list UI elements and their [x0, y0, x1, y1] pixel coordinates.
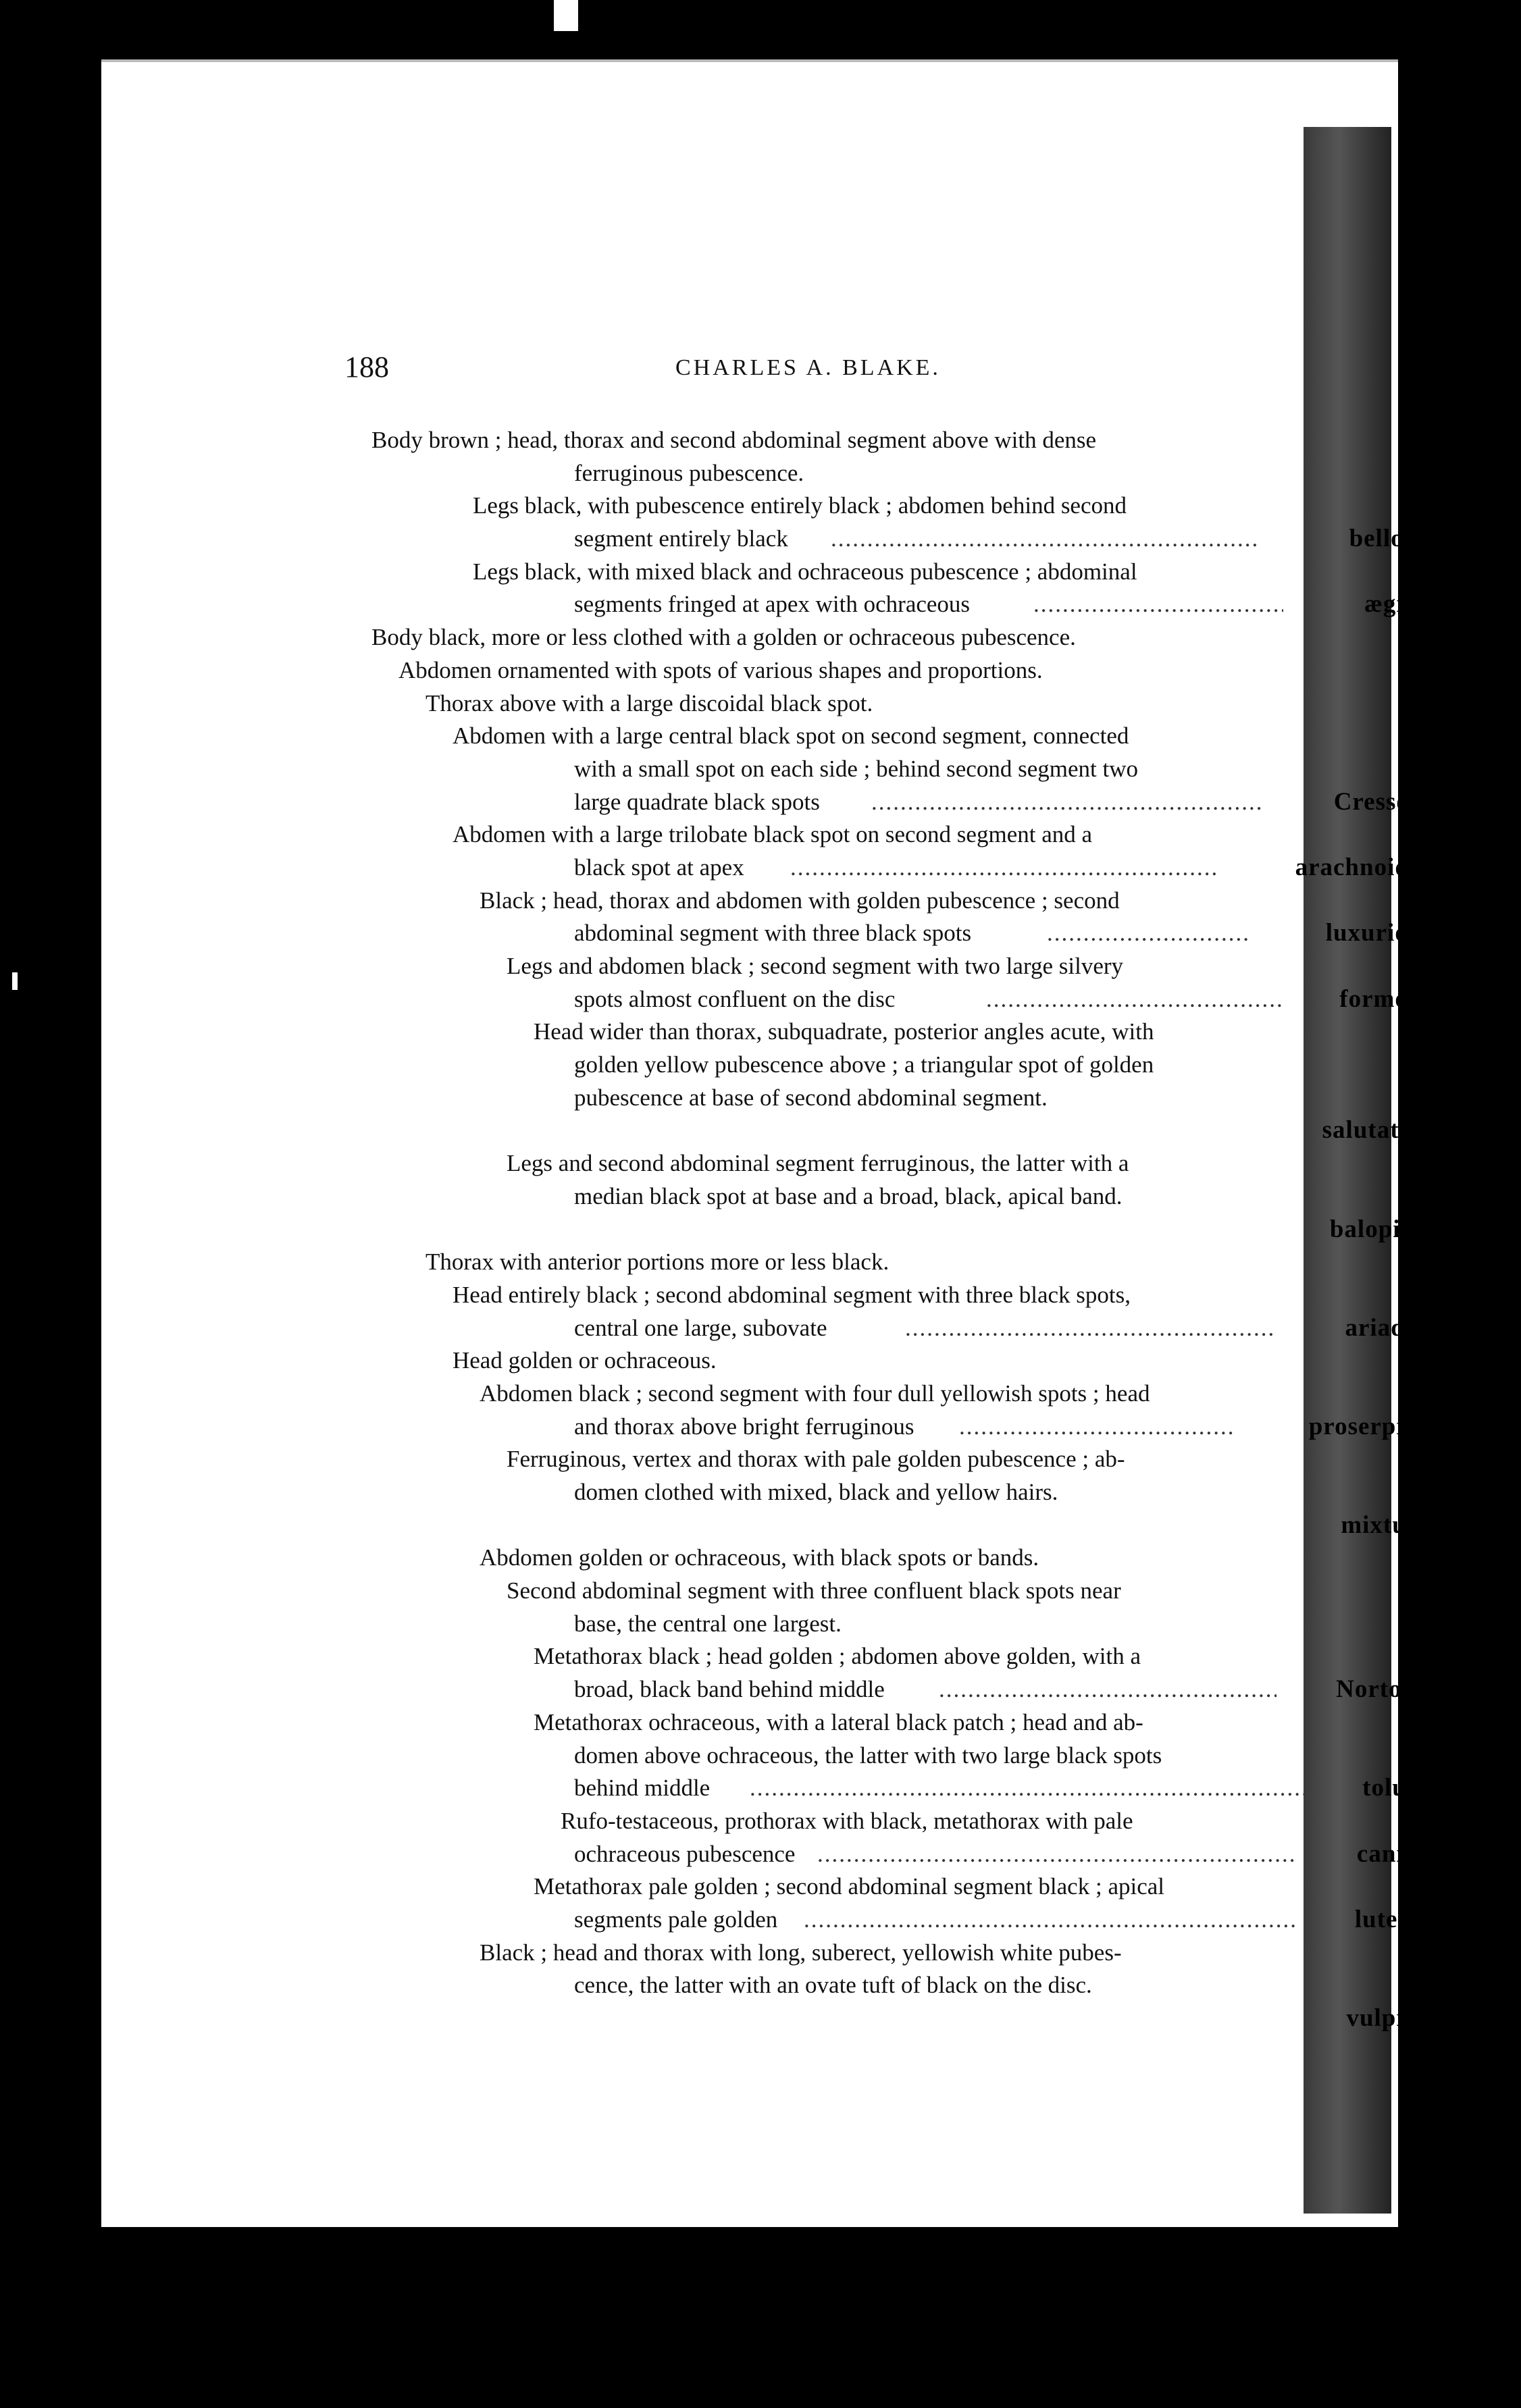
key-line	[371, 1904, 1439, 1937]
key-text: Legs black, with mixed black and ochraceous pubescence ; abdominal	[473, 558, 1137, 585]
scan-artifact	[12, 972, 18, 990]
key-text: domen clothed with mixed, black and yellow hairs.	[574, 1479, 1058, 1505]
species-name: bellona.	[1349, 525, 1439, 553]
key-line	[371, 424, 1439, 457]
dot-leader	[986, 983, 1283, 1016]
key-text: Abdomen black ; second segment with four dull yellowish spots ; head	[480, 1380, 1150, 1407]
key-text: Thorax with anterior portions more or less black.	[426, 1249, 890, 1276]
key-line	[371, 1114, 1439, 1147]
species-name: ægina.	[1364, 590, 1439, 619]
key-line	[371, 1509, 1439, 1542]
key-text: behind middle	[574, 1775, 711, 1802]
key-text: cence, the latter with an ovate tuft of black on the disc.	[574, 1972, 1092, 1999]
key-text: Abdomen with a large trilobate black spot on second segment and a	[453, 821, 1093, 848]
key-text: Metathorax pale golden ; second abdominal segment black ; apical	[534, 1873, 1164, 1900]
key-line	[371, 1706, 1439, 1739]
key-line	[371, 1476, 1439, 1509]
scan-artifact	[554, 0, 578, 31]
key-line	[371, 885, 1439, 918]
dot-leader	[1047, 917, 1249, 950]
key-line	[371, 1575, 1439, 1608]
key-text: Head golden or ochraceous.	[453, 1347, 717, 1374]
key-line	[371, 1378, 1439, 1411]
key-text: ochraceous pubescence	[574, 1840, 796, 1867]
key-text: Metathorax black ; head golden ; abdomen above golden, with a	[534, 1643, 1141, 1670]
key-text: domen above ochraceous, the latter with two large black spots	[574, 1742, 1162, 1769]
key-text: Metathorax ochraceous, with a lateral black patch ; head and ab-	[534, 1708, 1143, 1735]
key-text: median black spot at base and a broad, black, apical band.	[574, 1182, 1123, 1209]
key-line	[371, 1937, 1439, 1970]
key-line	[371, 1180, 1439, 1213]
key-text: spots almost confluent on the disc	[574, 985, 896, 1012]
dot-leader	[959, 1411, 1236, 1444]
key-text: Black ; head, thorax and abdomen with golden pubescence ; second	[480, 887, 1120, 914]
key-line	[371, 983, 1439, 1016]
key-line	[371, 1870, 1439, 1904]
key-line	[371, 1542, 1439, 1575]
running-head-author: CHARLES A. BLAKE.	[675, 355, 941, 380]
page-top-border	[101, 59, 1398, 62]
key-line	[371, 1443, 1439, 1476]
book-page	[101, 59, 1439, 2227]
key-text: ferruginous pubescence.	[574, 459, 804, 486]
key-line	[371, 1049, 1439, 1082]
key-line	[371, 1640, 1439, 1673]
key-text: Abdomen with a large central black spot on second segment, connected	[453, 723, 1129, 750]
page-number: 188	[344, 350, 389, 384]
key-text: abdominal segment with three black spots	[574, 920, 972, 947]
key-text: Legs and second abdominal segment ferruginous, the latter with a	[507, 1150, 1129, 1177]
key-line	[371, 1411, 1439, 1444]
dot-leader	[750, 1772, 1304, 1805]
key-text: Abdomen ornamented with spots of various shapes and proportions.	[398, 656, 1043, 683]
running-header	[101, 350, 1398, 390]
species-name: vulpina.	[1346, 2004, 1439, 2032]
key-text: Ferruginous, vertex and thorax with pale golden pubescence ; ab-	[507, 1446, 1125, 1473]
key-line	[371, 1246, 1439, 1279]
key-line	[371, 1739, 1439, 1773]
key-line	[371, 1213, 1439, 1247]
key-line	[371, 1082, 1439, 1115]
key-line	[371, 1673, 1439, 1706]
species-name: arachnoides.	[1295, 853, 1439, 881]
key-text: Body brown ; head, thorax and second abdominal segment above with dense	[371, 427, 1097, 453]
key-line	[371, 818, 1439, 852]
key-line	[371, 588, 1439, 621]
species-name: toluca.	[1362, 1774, 1439, 1802]
key-line	[371, 457, 1439, 490]
species-name: proserpina.	[1308, 1412, 1439, 1440]
key-line	[371, 1344, 1439, 1378]
key-line	[371, 1805, 1439, 1838]
dot-leader	[1033, 588, 1283, 621]
key-text: Abdomen golden or ochraceous, with black spots or bands.	[480, 1544, 1039, 1571]
key-line	[371, 621, 1439, 654]
key-text: with a small spot on each side ; behind second segment two	[574, 755, 1138, 782]
key-line	[371, 917, 1439, 950]
key-line	[371, 556, 1439, 589]
dot-leader	[817, 1838, 1297, 1871]
key-text: segment entirely black	[574, 525, 788, 552]
key-text: pubescence at base of second abdominal segment.	[574, 1084, 1048, 1111]
key-line	[371, 1608, 1439, 1641]
key-line	[371, 1312, 1439, 1345]
dot-leader	[831, 523, 1256, 556]
key-text: broad, black band behind middle	[574, 1676, 885, 1703]
key-text: Legs and abdomen black ; second segment with two large silvery	[507, 953, 1124, 979]
key-text: Legs black, with pubescence entirely black ; abdomen behind second	[473, 492, 1127, 519]
key-text: large quadrate black spots	[574, 788, 820, 815]
species-key	[371, 424, 1439, 2035]
key-text: Rufo-testaceous, prothorax with black, metathorax with pale	[561, 1807, 1133, 1834]
key-line	[371, 1969, 1439, 2002]
key-line	[371, 1772, 1439, 1805]
dot-leader	[871, 786, 1263, 819]
species-name: luxuriosa.	[1325, 919, 1439, 947]
species-name: canina.	[1356, 1839, 1439, 1868]
species-name: Nortonii.	[1336, 1675, 1439, 1704]
species-name: mixtura.	[1341, 1511, 1439, 1539]
dot-leader	[790, 852, 1216, 885]
key-line	[371, 2002, 1439, 2035]
species-name: balopilas.	[1329, 1215, 1439, 1243]
species-name: ariadne.	[1345, 1313, 1439, 1342]
species-name: Cressoni.	[1333, 787, 1439, 816]
key-text: golden yellow pubescence above ; a triangular spot of golden	[574, 1051, 1154, 1078]
key-line	[371, 1147, 1439, 1180]
key-line	[371, 1279, 1439, 1312]
key-line	[371, 753, 1439, 786]
key-line	[371, 720, 1439, 753]
key-line	[371, 950, 1439, 983]
dot-leader	[905, 1312, 1277, 1345]
key-line	[371, 654, 1439, 687]
key-line	[371, 1838, 1439, 1871]
key-line	[371, 523, 1439, 556]
key-text: and thorax above bright ferruginous	[574, 1413, 914, 1440]
key-line	[371, 1016, 1439, 1049]
key-text: segments pale golden	[574, 1906, 778, 1933]
species-name: formosa.	[1339, 985, 1439, 1013]
species-name: salutatrix.	[1322, 1116, 1439, 1145]
key-line	[371, 786, 1439, 819]
dot-leader	[939, 1673, 1277, 1706]
key-line	[371, 687, 1439, 721]
key-text: black spot at apex	[574, 854, 744, 881]
dot-leader	[804, 1904, 1297, 1937]
key-text: Head wider than thorax, subquadrate, posterior angles acute, with	[534, 1018, 1154, 1045]
key-text: segments fringed at apex with ochraceous	[574, 591, 971, 618]
key-text: Head entirely black ; second abdominal segment with three black spots,	[453, 1281, 1131, 1308]
key-text: Body black, more or less clothed with a golden or ochraceous pubescence.	[371, 624, 1076, 651]
key-text: Black ; head and thorax with long, suberect, yellowish white pubes-	[480, 1939, 1122, 1966]
key-line	[371, 852, 1439, 885]
key-line	[371, 490, 1439, 523]
key-text: Thorax above with a large discoidal black spot.	[426, 689, 873, 716]
species-name: luteola.	[1354, 1905, 1439, 1933]
key-text: base, the central one largest.	[574, 1610, 842, 1637]
key-text: Second abdominal segment with three confluent black spots near	[507, 1577, 1121, 1604]
key-text: central one large, subovate	[574, 1314, 827, 1341]
